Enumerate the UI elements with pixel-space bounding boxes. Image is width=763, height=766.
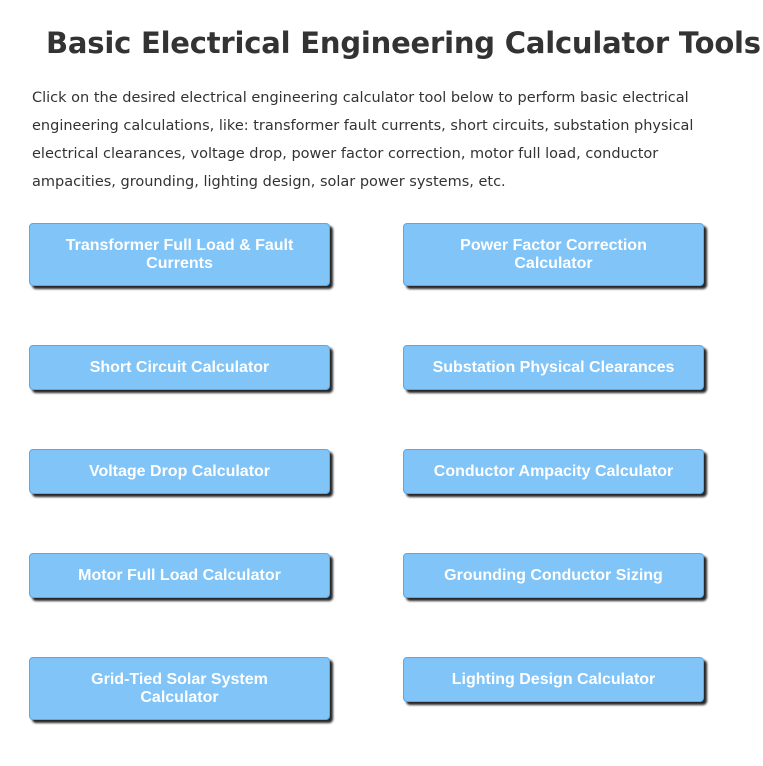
short-circuit-calculator-button[interactable]: Short Circuit Calculator (29, 345, 330, 390)
page-title: Basic Electrical Engineering Calculator Tools (46, 26, 761, 60)
grounding-conductor-sizing-button[interactable]: Grounding Conductor Sizing (403, 553, 704, 598)
motor-full-load-calculator-button[interactable]: Motor Full Load Calculator (29, 553, 330, 598)
substation-clearances-button[interactable]: Substation Physical Clearances (403, 345, 704, 390)
transformer-calculator-button[interactable]: Transformer Full Load & Fault Currents (29, 223, 330, 286)
power-factor-calculator-button[interactable]: Power Factor Correction Calculator (403, 223, 704, 286)
solar-system-calculator-button[interactable]: Grid-Tied Solar System Calculator (29, 657, 330, 720)
intro-text: Click on the desired electrical engineering calculator tool below to perform basic electrical engineering calculations, like: transformer fault currents, short circuits, substation physical electrical clearances, voltage drop, power factor correction, motor full load, conductor ampacities, grounding, lighting design, solar power systems, etc. (32, 90, 694, 190)
lighting-design-calculator-button[interactable]: Lighting Design Calculator (403, 657, 704, 702)
conductor-ampacity-calculator-button[interactable]: Conductor Ampacity Calculator (403, 449, 704, 494)
voltage-drop-calculator-button[interactable]: Voltage Drop Calculator (29, 449, 330, 494)
